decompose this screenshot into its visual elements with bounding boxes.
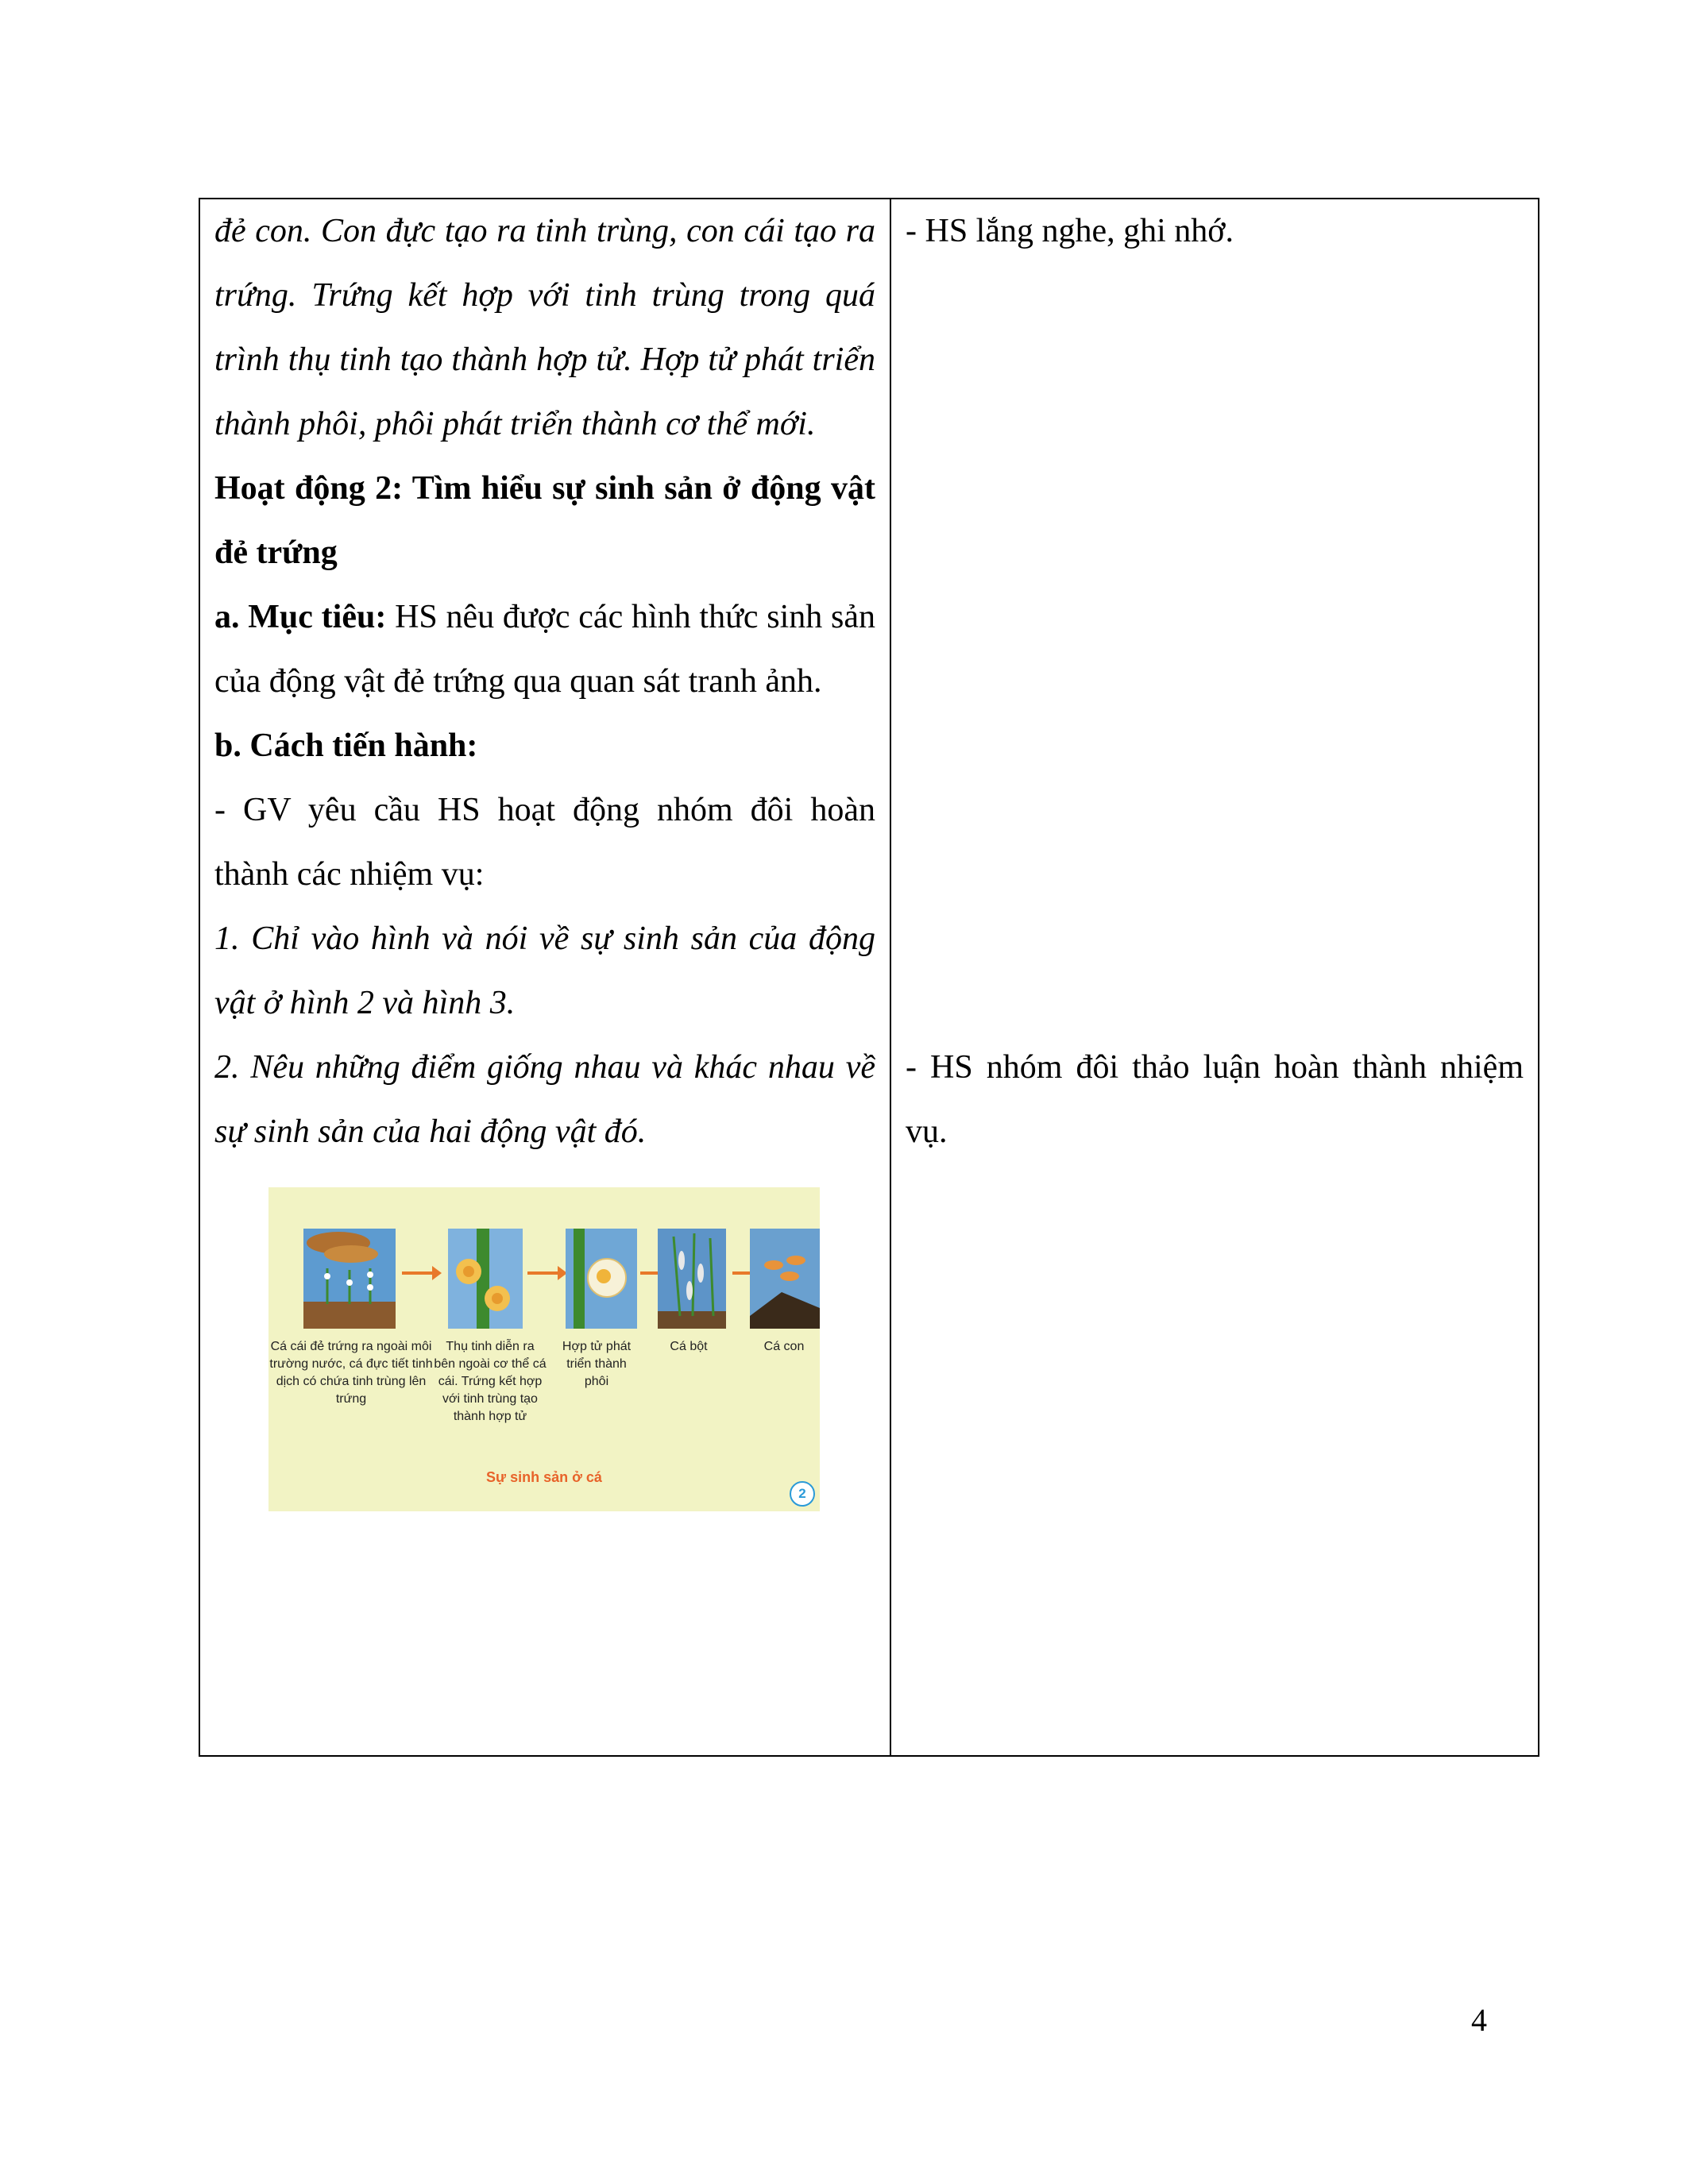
goal-text: HS nêu được các hình thức sinh sản của động vật đẻ trứng qua quan sát tranh ảnh. bbox=[214, 599, 875, 700]
fry-illustration bbox=[658, 1229, 726, 1329]
young-fish-illustration bbox=[750, 1229, 820, 1329]
zygote-illustration bbox=[566, 1229, 637, 1329]
teacher-activity-column bbox=[200, 199, 891, 1755]
caption-spawning: Cá cái đẻ trứng ra ngoài môi trường nước, cá đực tiết tinh dịch có chứa tinh trùng lên trứng bbox=[269, 1340, 433, 1406]
instruction-paragraph: - GV yêu cầu HS hoạt động nhóm đôi hoàn thành các nhiệm vụ: bbox=[214, 792, 875, 893]
method-heading: b. Cách tiến hành: bbox=[214, 727, 478, 764]
caption-fry: Cá bột bbox=[670, 1340, 708, 1353]
arrow-icon bbox=[527, 1271, 559, 1275]
figure-number-badge: 2 bbox=[790, 1481, 815, 1507]
spacer bbox=[906, 264, 1524, 1036]
goal-label: a. Mục tiêu: bbox=[214, 599, 387, 635]
figure-title: Sự sinh sản ở cá bbox=[486, 1469, 602, 1485]
activity-heading: Hoạt động 2: Tìm hiểu sự sinh sản ở động vật đẻ trứng bbox=[214, 470, 875, 571]
response-2: - HS nhóm đôi thảo luận hoàn thành nhiệm vụ. bbox=[906, 1049, 1524, 1150]
intro-paragraph: đẻ con. Con đực tạo ra tinh trùng, con cái tạo ra trứng. Trứng kết hợp với tinh trùng trong quá trình thụ tinh tạo thành hợp tử. Hợp tử phát triển thành phôi, phôi phát triển thành cơ thể mới. bbox=[214, 213, 875, 442]
arrow-icon bbox=[402, 1271, 434, 1275]
caption-young-fish: Cá con bbox=[763, 1340, 805, 1353]
fish-reproduction-figure bbox=[268, 1187, 820, 1511]
page-number: 4 bbox=[1471, 2002, 1487, 2038]
student-activity-column bbox=[891, 199, 1538, 1755]
fish-spawning-illustration bbox=[303, 1229, 396, 1329]
caption-fertilization: Thụ tinh diễn ra bên ngoài cơ thể cá cái. Trứng kết hợp với tinh trùng tạo thành hợp tử bbox=[434, 1340, 547, 1423]
task-2: 2. Nêu những điểm giống nhau và khác nhau về sự sinh sản của hai động vật đó. bbox=[214, 1049, 875, 1150]
response-1: - HS lắng nghe, ghi nhớ. bbox=[906, 213, 1234, 249]
task-1: 1. Chỉ vào hình và nói về sự sinh sản của động vật ở hình 2 và hình 3. bbox=[214, 920, 875, 1021]
lesson-table bbox=[199, 198, 1539, 1757]
goal-paragraph bbox=[214, 585, 875, 714]
caption-zygote: Hợp tử phát triển thành phôi bbox=[562, 1340, 632, 1388]
fertilization-illustration bbox=[448, 1229, 523, 1329]
